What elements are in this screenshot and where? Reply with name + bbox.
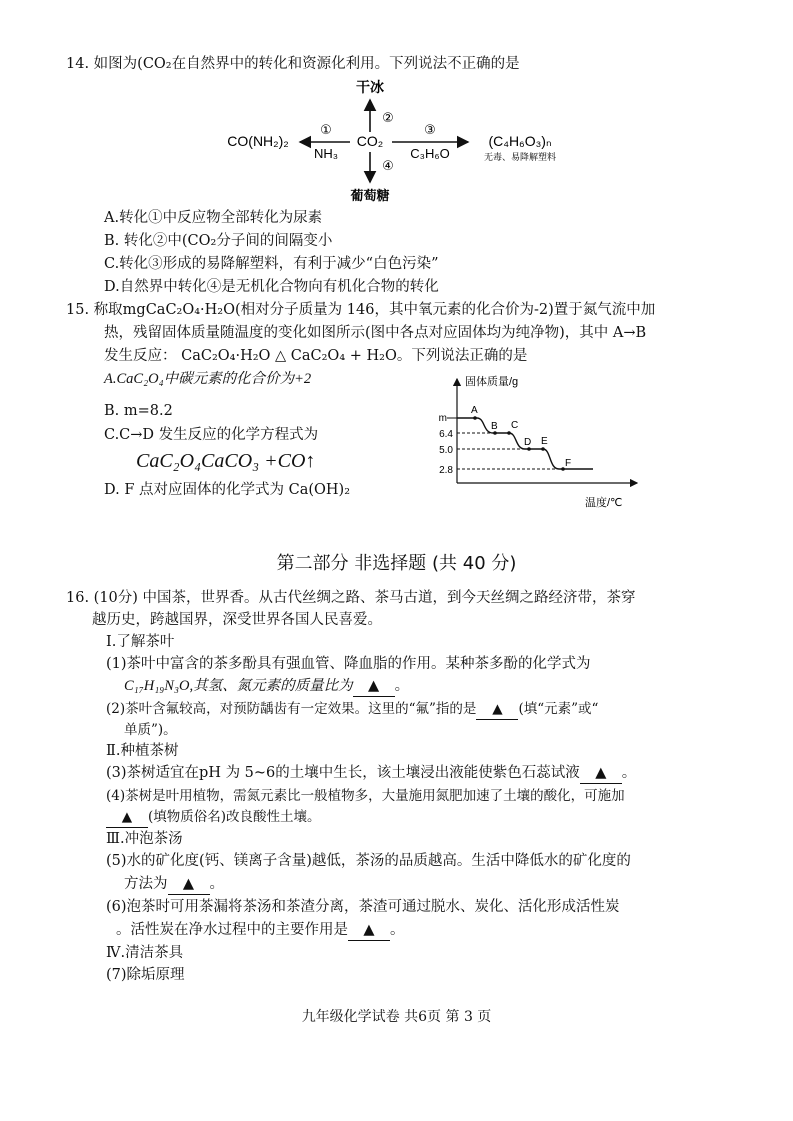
answer-blank-6[interactable]: ▲ — [348, 920, 390, 941]
q16-p2b: 单质”)。 — [124, 722, 177, 738]
co2-conversion-diagram — [220, 78, 580, 206]
diagram-reagent-left: NH₃ — [313, 146, 339, 161]
q16-heading-1: I.了解茶叶 — [106, 634, 175, 650]
point-b: B — [491, 421, 498, 432]
q16-heading-4: Ⅳ.清洁茶具 — [106, 945, 184, 961]
q16-intro-1: 16. (10分) 中国茶，世界香。从古代丝绸之路、茶马古道，到今天丝绸之路经济带，茶穿 — [66, 590, 636, 606]
diagram-n2: ② — [382, 110, 394, 125]
q15-line3: 发生反应： CaC₂O₄·H₂O △ CaC₂O₄ + H₂O。下列说法正确的是 — [104, 348, 528, 364]
q14-option-b: B. 转化②中(CO₂分子间的间隔变小 — [104, 233, 333, 249]
point-c: C — [511, 420, 519, 431]
q16-p1b-end: 。 — [394, 678, 410, 694]
q14-option-d: D.自然界中转化④是无机化合物向有机化合物的转化 — [104, 279, 439, 295]
q16-heading-2: Ⅱ.种植茶树 — [106, 743, 179, 759]
ytick-5.0: 5.0 — [439, 445, 453, 456]
q15-option-a: A.CaC₂O₄中碳元素的化合价为+2 — [104, 371, 312, 387]
q16-p1b: C₁₇H₁₉N₃O,其氢、氮元素的质量比为 — [124, 678, 353, 694]
q16-p5b-end: 。 — [209, 876, 224, 892]
diagram-right: (C₄H₆O₃)ₙ — [488, 133, 552, 149]
section-two-title: 第二部分 非选择题 (共 40 分) — [276, 553, 517, 574]
q16-p6b-end: 。 — [390, 922, 405, 938]
q15-option-d: D. F 点对应固体的化学式为 Ca(OH)₂ — [104, 482, 351, 498]
q16-p6b: 。活性炭在净水过程中的主要作用是 — [116, 922, 348, 938]
q15-option-c: C.C→D 发生反应的化学方程式为 — [104, 427, 319, 443]
q16-p7: (7)除垢原理 — [106, 967, 185, 983]
q15-option-b: B. m=8.2 — [104, 403, 173, 419]
q16-p1b-line — [124, 676, 409, 697]
point-a: A — [471, 405, 478, 416]
ytick-m: m — [438, 413, 447, 424]
q16-p2a-line — [106, 699, 598, 720]
mass-temperature-chart — [425, 373, 655, 513]
diagram-top-label: 干冰 — [356, 79, 384, 95]
q14-option-a: A.转化①中反应物全部转化为尿素 — [104, 210, 323, 226]
page-footer: 九年级化学试卷 共6页 第 3 页 — [301, 1009, 492, 1025]
diagram-right-note: 无毒、易降解塑料 — [483, 152, 557, 162]
q16-p4b-line — [106, 807, 321, 828]
q16-p4a: (4)茶树是叶用植物，需氮元素比一般植物多，大量施用氮肥加速了土壤的酸化，可施加 — [106, 788, 625, 804]
q15-line2: 热，残留固体质量随温度的变化如图所示(图中各点对应固体均为纯净物)，其中 A→B — [104, 325, 647, 341]
q16-intro-2: 越历史，跨越国界，深受世界各国人民喜爱。 — [92, 612, 382, 628]
q16-p2a: (2)茶叶含氟较高，对预防龋齿有一定效果。这里的“氟”指的是 — [106, 701, 477, 717]
diagram-bottom-label: 葡萄糖 — [350, 188, 390, 203]
q16-p5b: 方法为 — [124, 876, 168, 892]
q15-option-c-equation: CaC₂O₄CaCO₃ +CO↑ — [136, 450, 316, 472]
q16-heading-3: Ⅲ.冲泡茶汤 — [106, 831, 183, 847]
y-axis-label: 固体质量/g — [465, 376, 519, 388]
q15-line1: 15. 称取mgCaC₂O₄·H₂O(相对分子质量为 146，其中氧元素的化合价为-2)置于氮气流中加 — [66, 302, 656, 318]
answer-blank-1[interactable]: ▲ — [353, 676, 395, 697]
diagram-n3: ③ — [424, 122, 436, 137]
q16-p3-line — [106, 763, 636, 784]
answer-blank-5[interactable]: ▲ — [168, 874, 210, 895]
q14-stem: 14. 如图为(CO₂在自然界中的转化和资源化利用。下列说法不正确的是 — [66, 56, 520, 72]
q16-p5b-line — [124, 874, 224, 895]
answer-blank-2[interactable]: ▲ — [476, 699, 518, 720]
q16-p5a: (5)水的矿化度(钙、镁离子含量)越低，茶汤的品质越高。生活中降低水的矿化度的 — [106, 853, 631, 869]
point-d: D — [524, 437, 532, 448]
q16-p3: (3)茶树适宜在pH 为 5~6的土壤中生长，该土壤浸出液能使紫色石蕊试液 — [106, 765, 580, 781]
diagram-n4: ④ — [382, 158, 394, 173]
diagram-center: CO₂ — [356, 133, 384, 149]
diagram-left: CO(NH₂)₂ — [227, 133, 289, 149]
q16-p6b-line — [116, 920, 405, 941]
q16-p1a: (1)茶叶中富含的茶多酚具有强血管、降血脂的作用。某种茶多酚的化学式为 — [106, 656, 591, 672]
point-e: E — [541, 436, 548, 447]
answer-blank-4[interactable]: ▲ — [106, 807, 148, 828]
q16-p3-end: 。 — [621, 765, 637, 781]
q16-p6a: (6)泡茶时可用茶漏将茶汤和茶渣分离，茶渣可通过脱水、炭化、活化形成活性炭 — [106, 899, 620, 915]
ytick-6.4: 6.4 — [439, 429, 453, 440]
q16-p4b: (填物质俗名)改良酸性土壤。 — [148, 809, 321, 825]
x-axis-label: 温度/℃ — [585, 497, 623, 509]
q14-option-c: C.转化③形成的易降解塑料，有利于减少“白色污染” — [104, 256, 439, 272]
point-f: F — [565, 458, 572, 469]
ytick-2.8: 2.8 — [439, 465, 453, 476]
answer-blank-3[interactable]: ▲ — [580, 763, 622, 784]
diagram-reagent-right: C₃H₆O — [410, 146, 450, 161]
q16-p2a-end: (填“元素”或“ — [518, 701, 599, 717]
diagram-n1: ① — [320, 122, 332, 137]
